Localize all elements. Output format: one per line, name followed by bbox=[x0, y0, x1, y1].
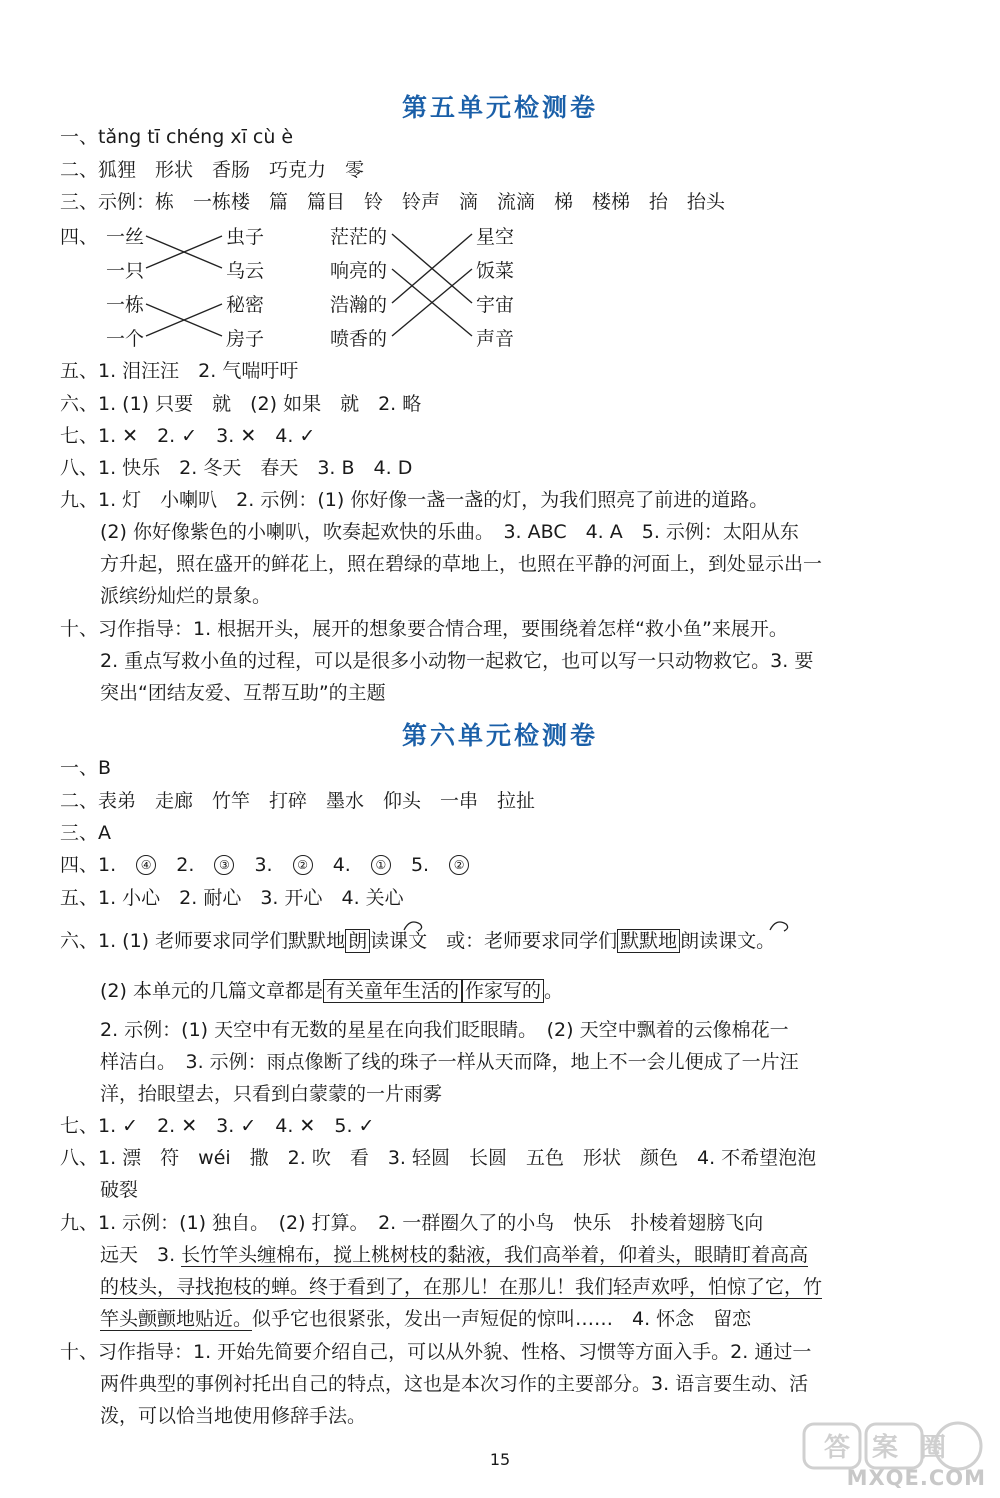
match-adj-4: 喷香的 bbox=[330, 328, 388, 350]
unit5-q6: 六、1. (1) 只要 就 (2) 如果 就 2. 略 bbox=[60, 393, 422, 415]
match-left-2: 一只 bbox=[106, 260, 145, 282]
unit6-title: 第六单元检测卷 bbox=[401, 721, 598, 750]
unit6-q10-line1: 十、习作指导：1. 开始先简要介绍自己，可以从外貌、性格、习惯等方面入手。2. 通过一 bbox=[60, 1341, 812, 1363]
insertion-mark-2 bbox=[770, 922, 788, 931]
circled-answer-5: ② bbox=[449, 855, 469, 875]
match-adj-2: 响亮的 bbox=[330, 260, 388, 282]
match-noun-3: 宇宙 bbox=[476, 294, 515, 316]
unit6-q9-line4 bbox=[100, 1306, 751, 1332]
match-noun-1: 星空 bbox=[476, 226, 515, 248]
unit6-q6-line4: 样洁白。 3. 示例：雨点像断了线的珠子一样从天而降，地上不一会儿便成了一片汪 bbox=[100, 1051, 799, 1073]
circled-answer-3: ② bbox=[293, 855, 313, 875]
unit5-q2: 二、狐狸 形状 香肠 巧克力 零 bbox=[60, 159, 365, 181]
circled-answer-2: ③ bbox=[214, 855, 234, 875]
watermark-logo-text: 答案圈 bbox=[823, 1433, 969, 1463]
underlined-sentence-1: 长竹竿头缠棉布，搅上桃树枝的黏液，我们高举着，仰着头，眼睛盯着高高 bbox=[181, 1244, 809, 1266]
match-adj-1: 茫茫的 bbox=[330, 226, 388, 248]
unit5-q3: 三、示例：栋 一栋楼 篇 篇目 铃 铃声 滴 流滴 梯 楼梯 抬 抬头 bbox=[60, 191, 726, 213]
match-noun-2: 饭菜 bbox=[476, 260, 515, 282]
unit6-q6-text-5: 。 bbox=[544, 980, 564, 1002]
unit5-q10-line3: 突出“团结友爱、互帮互助”的主题 bbox=[100, 682, 386, 704]
unit6-q9-line2 bbox=[100, 1242, 808, 1268]
match-mid-3: 秘密 bbox=[226, 294, 265, 316]
unit5-q4-label: 四、 bbox=[60, 226, 99, 248]
unit6-q8-line1: 八、1. 漂 符 wéi 撒 2. 吹 看 3. 轻圆 长圆 五色 形状 颜色 4. 不希望泡泡 bbox=[60, 1147, 817, 1169]
match-mid-4: 房子 bbox=[226, 328, 265, 350]
unit6-q8-line2: 破裂 bbox=[100, 1179, 139, 1201]
unit6-q2: 二、表弟 走廊 竹竿 打碎 墨水 仰头 一串 拉扯 bbox=[60, 790, 536, 812]
unit5-q9-line3: 方升起，照在盛开的鲜花上，照在碧绿的草地上，也照在平静的河面上，到处显示出一 bbox=[100, 553, 823, 575]
unit6-q6-line5: 洋，抬眼望去，只看到白蒙蒙的一片雨雾 bbox=[100, 1083, 443, 1105]
unit6-q4-num-3: 3. bbox=[254, 854, 273, 876]
match-mid-1: 虫子 bbox=[226, 226, 265, 248]
boxed-word-momode: 默默地 bbox=[617, 929, 680, 953]
unit6-q5: 五、1. 小心 2. 耐心 3. 开心 4. 关心 bbox=[60, 887, 404, 909]
match-left-3: 一栋 bbox=[106, 294, 145, 316]
underlined-sentence-3: 竿头颤颤地贴近。 bbox=[100, 1308, 253, 1330]
match-mid-2: 乌云 bbox=[226, 260, 265, 282]
boxed-phrase-childhood: 有关童年生活的 bbox=[323, 979, 462, 1003]
unit6-q4-num-5: 5. bbox=[410, 854, 430, 876]
unit6-q6-line3: 2. 示例：(1) 天空中有无数的星星在向我们眨眼睛。 (2) 天空中飘着的云像棉花一 bbox=[100, 1019, 789, 1041]
unit6-q9-line3 bbox=[100, 1274, 822, 1300]
unit5-q9-line1: 九、1. 灯 小喇叭 2. 示例：(1) 你好像一盏一盏的灯，为我们照亮了前进的道路。 bbox=[60, 489, 769, 511]
unit6-q6-text-2: 读课文 或：老师要求同学们 bbox=[370, 930, 618, 952]
unit6-q9-line1: 九、1. 示例：(1) 独自。 (2) 打算。 2. 一群圈久了的小鸟 快乐 扑棱着翅膀飞向 bbox=[60, 1212, 764, 1234]
watermark-url: MXQE.COM bbox=[846, 1466, 986, 1490]
unit6-q1: 一、B bbox=[60, 757, 112, 779]
unit5-q5: 五、1. 泪汪汪 2. 气喘吁吁 bbox=[60, 360, 299, 382]
unit6-q6-text-1: 六、1. (1) 老师要求同学们默默地 bbox=[60, 930, 346, 952]
circled-answer-1: ④ bbox=[136, 855, 156, 875]
match-left-4: 一个 bbox=[106, 328, 145, 350]
unit5-q10-line2: 2. 重点写救小鱼的过程，可以是很多小动物一起救它，也可以写一只动物救它。3. 要 bbox=[100, 650, 814, 672]
unit6-q9-text-2: 似乎它也很紧张，发出一声短促的惊叫…… 4. 怀念 留恋 bbox=[252, 1308, 752, 1330]
circled-answer-4: ① bbox=[371, 855, 391, 875]
unit5-title: 第五单元检测卷 bbox=[401, 93, 598, 122]
unit5-q9-line2: (2) 你好像紫色的小喇叭，吹奏起欢快的乐曲。 3. ABC 4. A 5. 示例：太阳从东 bbox=[100, 521, 799, 543]
unit5-q10-line1: 十、习作指导：1. 根据开头，展开的想象要合情合理，要围绕着怎样“救小鱼”来展开。 bbox=[60, 618, 788, 640]
match-adj-3: 浩瀚的 bbox=[330, 294, 388, 316]
unit6-q6-text-4: (2) 本单元的几篇文章都是 bbox=[100, 980, 323, 1002]
unit6-q7: 七、1. ✓ 2. ✕ 3. ✓ 4. ✕ 5. ✓ bbox=[60, 1115, 375, 1137]
unit6-q4-num-4: 4. bbox=[332, 854, 351, 876]
unit5-q9-line4: 派缤纷灿烂的景象。 bbox=[100, 585, 272, 607]
unit6-q6-text-3: 朗读课文。 bbox=[680, 930, 776, 952]
page-number: 15 bbox=[489, 1450, 511, 1469]
unit6-q10-line2: 两件典型的事例衬托出自己的特点，这也是本次习作的主要部分。3. 语言要生动、活 bbox=[100, 1373, 809, 1395]
unit5-q8: 八、1. 快乐 2. 冬天 春天 3. B 4. D bbox=[60, 457, 413, 479]
unit5-q1: 一、tǎng tī chéng xī cù è bbox=[60, 126, 294, 148]
unit6-q4-prefix: 四、1. bbox=[60, 854, 117, 876]
match-left-1: 一丝 bbox=[106, 226, 145, 248]
boxed-word-lang: 朗 bbox=[345, 929, 370, 953]
unit6-q9-text-1: 远天 3. bbox=[100, 1244, 182, 1266]
unit5-q7: 七、1. ✕ 2. ✓ 3. ✕ 4. ✓ bbox=[60, 425, 316, 447]
match-noun-4: 声音 bbox=[476, 328, 515, 350]
underlined-sentence-2: 的枝头，寻找抱枝的蝉。终于看到了，在那儿！在那儿！我们轻声欢呼，怕惊了它，竹 bbox=[100, 1276, 823, 1298]
unit6-q4-num-2: 2. bbox=[176, 854, 195, 876]
insertion-mark-1 bbox=[404, 922, 422, 931]
unit6-q10-line3: 泼，可以恰当地使用修辞手法。 bbox=[100, 1405, 367, 1427]
unit6-q6-line2 bbox=[100, 978, 563, 1004]
boxed-phrase-writer: 作家写的 bbox=[462, 979, 544, 1003]
unit6-q3: 三、A bbox=[60, 822, 111, 844]
